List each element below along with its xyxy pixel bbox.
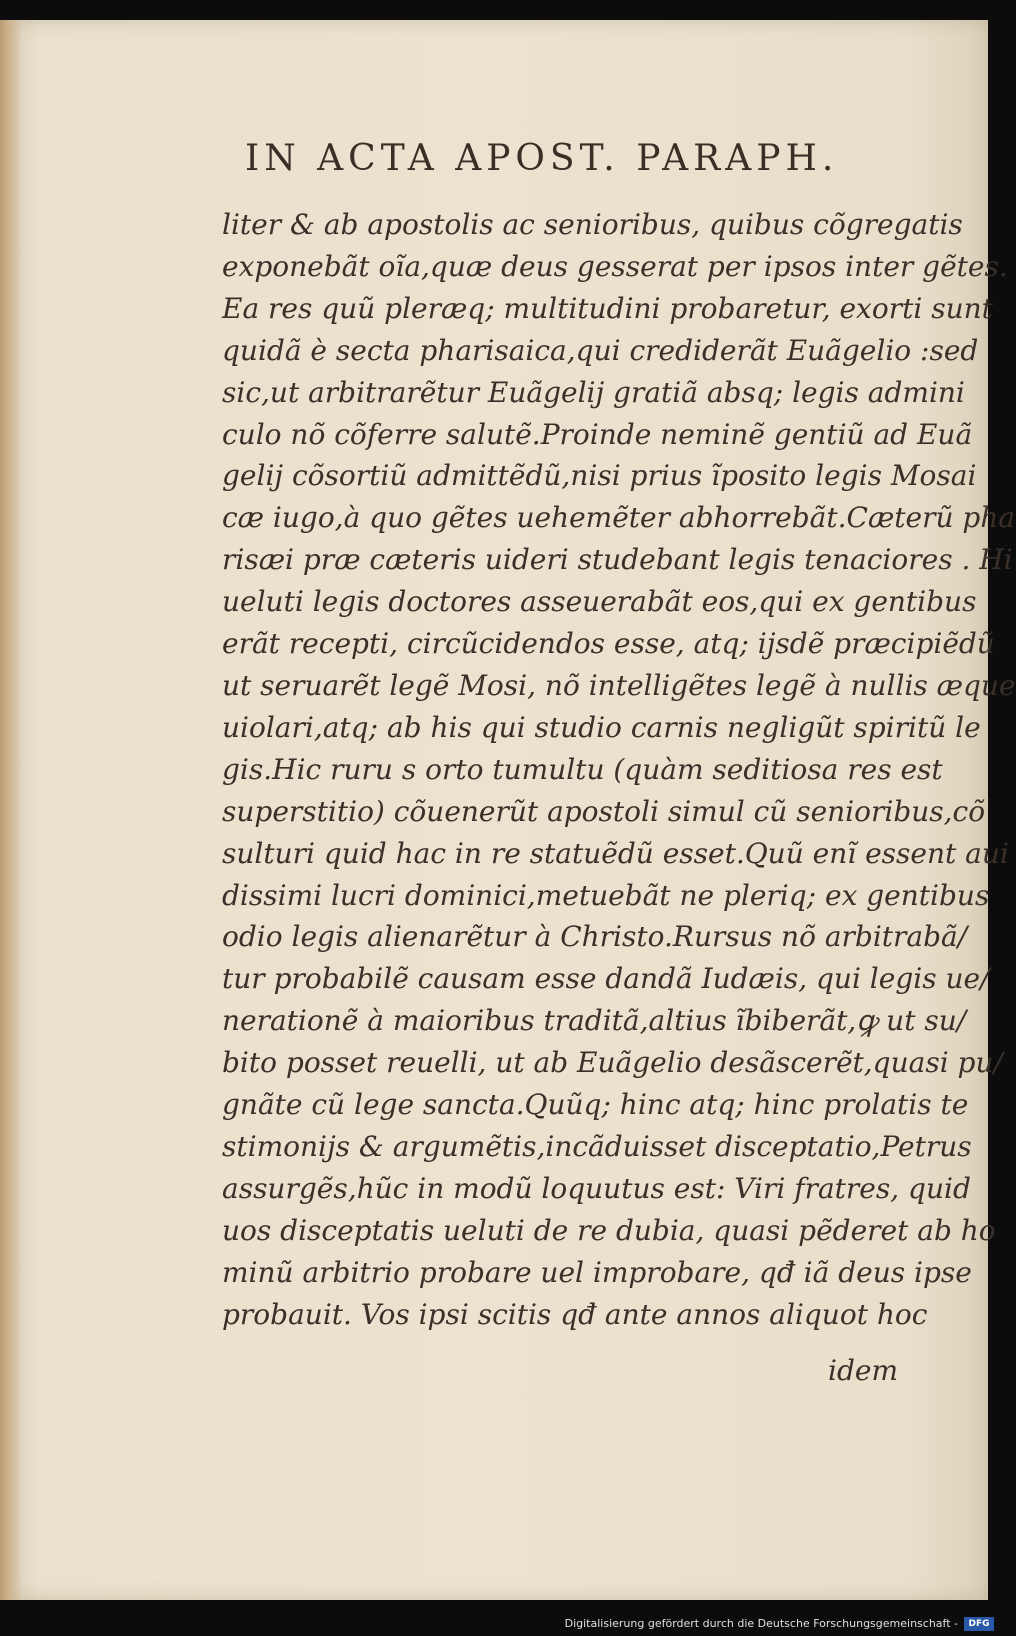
- text-line: gelij cõsortiũ admittẽdũ,nisi prius ĩposito legis Mosai: [222, 459, 977, 493]
- catchword: idem: [828, 1354, 898, 1387]
- text-line: sic,ut arbitrarẽtur Euãgelij gratiã absq; legis admini: [222, 375, 965, 409]
- funding-credit: Digitalisierung gefördert durch die Deutsche Forschungsgemeinschaft -: [564, 1617, 958, 1630]
- text-line: bito posset reuelli, ut ab Euãgelio desãscerẽt,quasi pu/: [222, 1046, 1003, 1080]
- text-line: exponebãt oĩa,quæ deus gesserat per ipsos inter gẽtes.: [222, 249, 1008, 283]
- page-gutter-edge: [0, 20, 22, 1600]
- text-line: ut seruarẽt legẽ Mosi, nõ intelligẽtes legẽ à nullis æque: [222, 668, 1016, 702]
- dfg-logo: DFG: [964, 1617, 994, 1631]
- text-line: quidã è secta pharisaica,qui crediderãt Euãgelio :sed: [222, 333, 979, 367]
- text-line: tur probabilẽ causam esse dandã Iudæis, qui legis ue/: [222, 962, 990, 996]
- text-line: nerationẽ à maioribus traditã,altius ĩbiberãt,ꝙ ut su/: [222, 1004, 967, 1038]
- text-line: dissimi lucri dominici,metuebãt ne pleriq; ex gentibus: [222, 878, 990, 912]
- text-line: assurgẽs,hũc in modũ loquutus est: Viri fratres, quid: [222, 1171, 971, 1205]
- text-line: stimonijs & argumẽtis,incãduisset disceptatio,Petrus: [222, 1129, 972, 1163]
- text-line: uiolari,atq; ab his qui studio carnis negligũt spiritũ le: [222, 710, 981, 744]
- text-line: odio legis alienarẽtur à Christo.Rursus nõ arbitrabã/: [222, 920, 968, 954]
- text-line: culo nõ cõferre salutẽ.Proinde neminẽ gentiũ ad Euã: [222, 417, 973, 451]
- text-line: uos disceptatis ueluti de re dubia, quasi pẽderet ab ho: [222, 1213, 996, 1247]
- running-head: IN ACTA APOST. PARAPH.: [245, 138, 839, 179]
- text-line: minũ arbitrio probare uel improbare, qđ iã deus ipse: [222, 1255, 972, 1289]
- text-line: Ea res quũ pleræq; multitudini probaretur, exorti sunt: [222, 291, 993, 325]
- text-line: gnãte cũ lege sancta.Quũq; hinc atq; hinc prolatis te: [222, 1088, 969, 1122]
- body-text: [222, 204, 1016, 1335]
- text-line: sulturi quid hac in re statuẽdũ esset.Quũ enĩ essent aui: [222, 836, 1009, 870]
- text-line: erãt recepti, circũcidendos esse, atq; ijsdẽ præcipiẽdũ: [222, 627, 995, 661]
- text-line: superstitio) cõuenerũt apostoli simul cũ senioribus,cõ: [222, 794, 986, 828]
- text-line: cæ iugo,à quo gẽtes uehemẽter abhorrebãt.Cæterũ pha: [222, 501, 1016, 535]
- text-line: liter & ab apostolis ac senioribus, quibus cõgregatis: [222, 208, 963, 241]
- text-line: gis.Hic ruru s orto tumultu (quàm seditiosa res est: [222, 752, 943, 786]
- text-line: ueluti legis doctores asseuerabãt eos,qui ex gentibus: [222, 585, 977, 619]
- text-line: risæi præ cæteris uideri studebant legis tenaciores . Hi: [222, 543, 1013, 577]
- text-line: probauit. Vos ipsi scitis qđ ante annos aliquot hoc: [222, 1297, 928, 1331]
- footer-bar: [0, 1600, 1000, 1636]
- book-page: [0, 20, 1016, 1600]
